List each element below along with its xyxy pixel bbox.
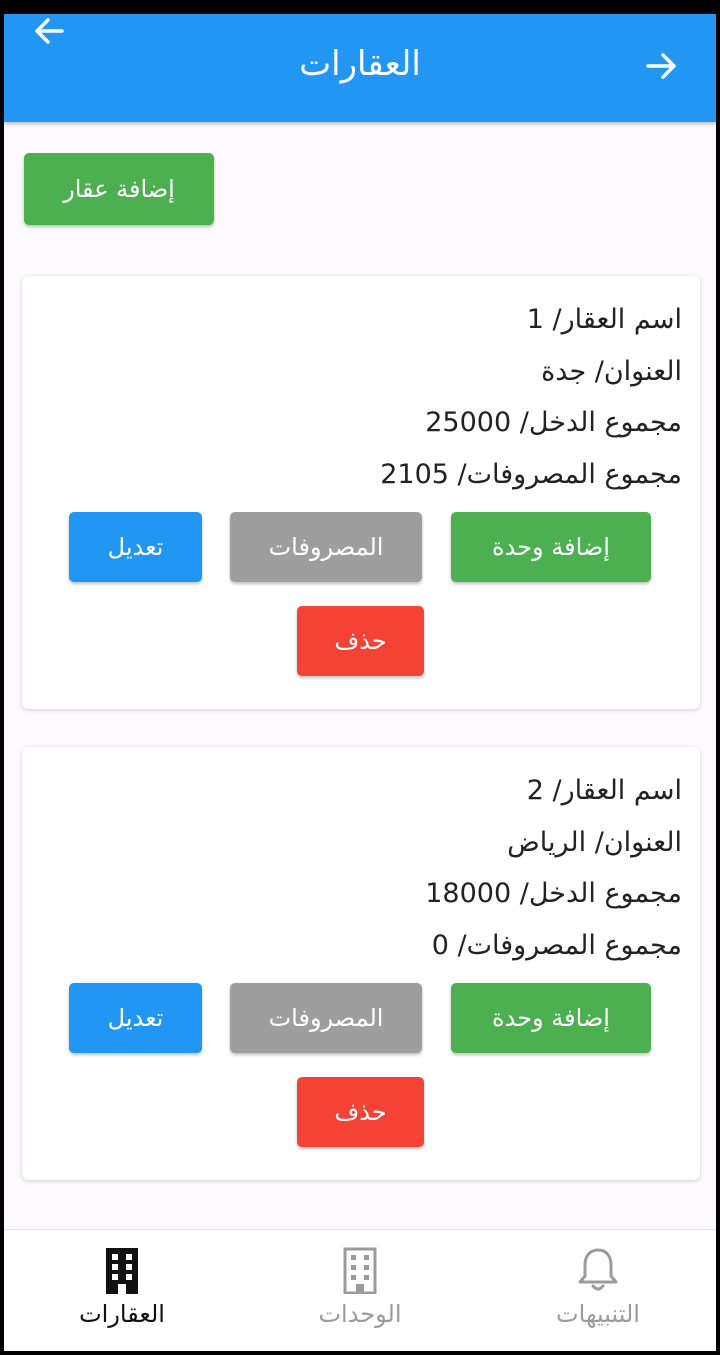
app-screen — [4, 14, 716, 1351]
nav-label: الوحدات — [318, 1300, 402, 1328]
property-address: العنوان/ جدة — [541, 356, 682, 387]
bell-icon — [576, 1246, 620, 1298]
property-address: العنوان/ الرياض — [507, 827, 682, 858]
building-outline-icon — [340, 1246, 380, 1298]
nav-label: التنبيهات — [556, 1300, 640, 1328]
delete-button[interactable]: حذف — [297, 606, 424, 676]
property-name: اسم العقار/ 1 — [526, 304, 682, 335]
nav-item-properties[interactable] — [22, 1230, 222, 1351]
property-card — [22, 276, 700, 709]
add-unit-button[interactable]: إضافة وحدة — [451, 983, 651, 1053]
nav-label: العقارات — [79, 1300, 165, 1328]
edit-button[interactable]: تعديل — [69, 512, 202, 582]
app-bar — [4, 14, 716, 122]
building-icon — [102, 1246, 142, 1298]
arrow-right-icon[interactable] — [644, 50, 680, 86]
expenses-button[interactable]: المصروفات — [230, 983, 422, 1053]
property-expenses-total: مجموع المصروفات/ 0 — [431, 930, 682, 961]
add-unit-button[interactable]: إضافة وحدة — [451, 512, 651, 582]
add-property-button[interactable]: إضافة عقار — [24, 153, 214, 225]
nav-item-units[interactable] — [260, 1230, 460, 1351]
page-title: العقارات — [299, 44, 421, 84]
property-income: مجموع الدخل/ 18000 — [425, 878, 682, 909]
delete-button[interactable]: حذف — [297, 1077, 424, 1147]
property-card — [22, 747, 700, 1180]
property-income: مجموع الدخل/ 25000 — [425, 407, 682, 438]
nav-item-alerts[interactable] — [498, 1230, 698, 1351]
bottom-navigation — [4, 1229, 716, 1351]
edit-button[interactable]: تعديل — [69, 983, 202, 1053]
expenses-button[interactable]: المصروفات — [230, 512, 422, 582]
property-name: اسم العقار/ 2 — [526, 775, 682, 806]
property-expenses-total: مجموع المصروفات/ 2105 — [380, 459, 682, 490]
